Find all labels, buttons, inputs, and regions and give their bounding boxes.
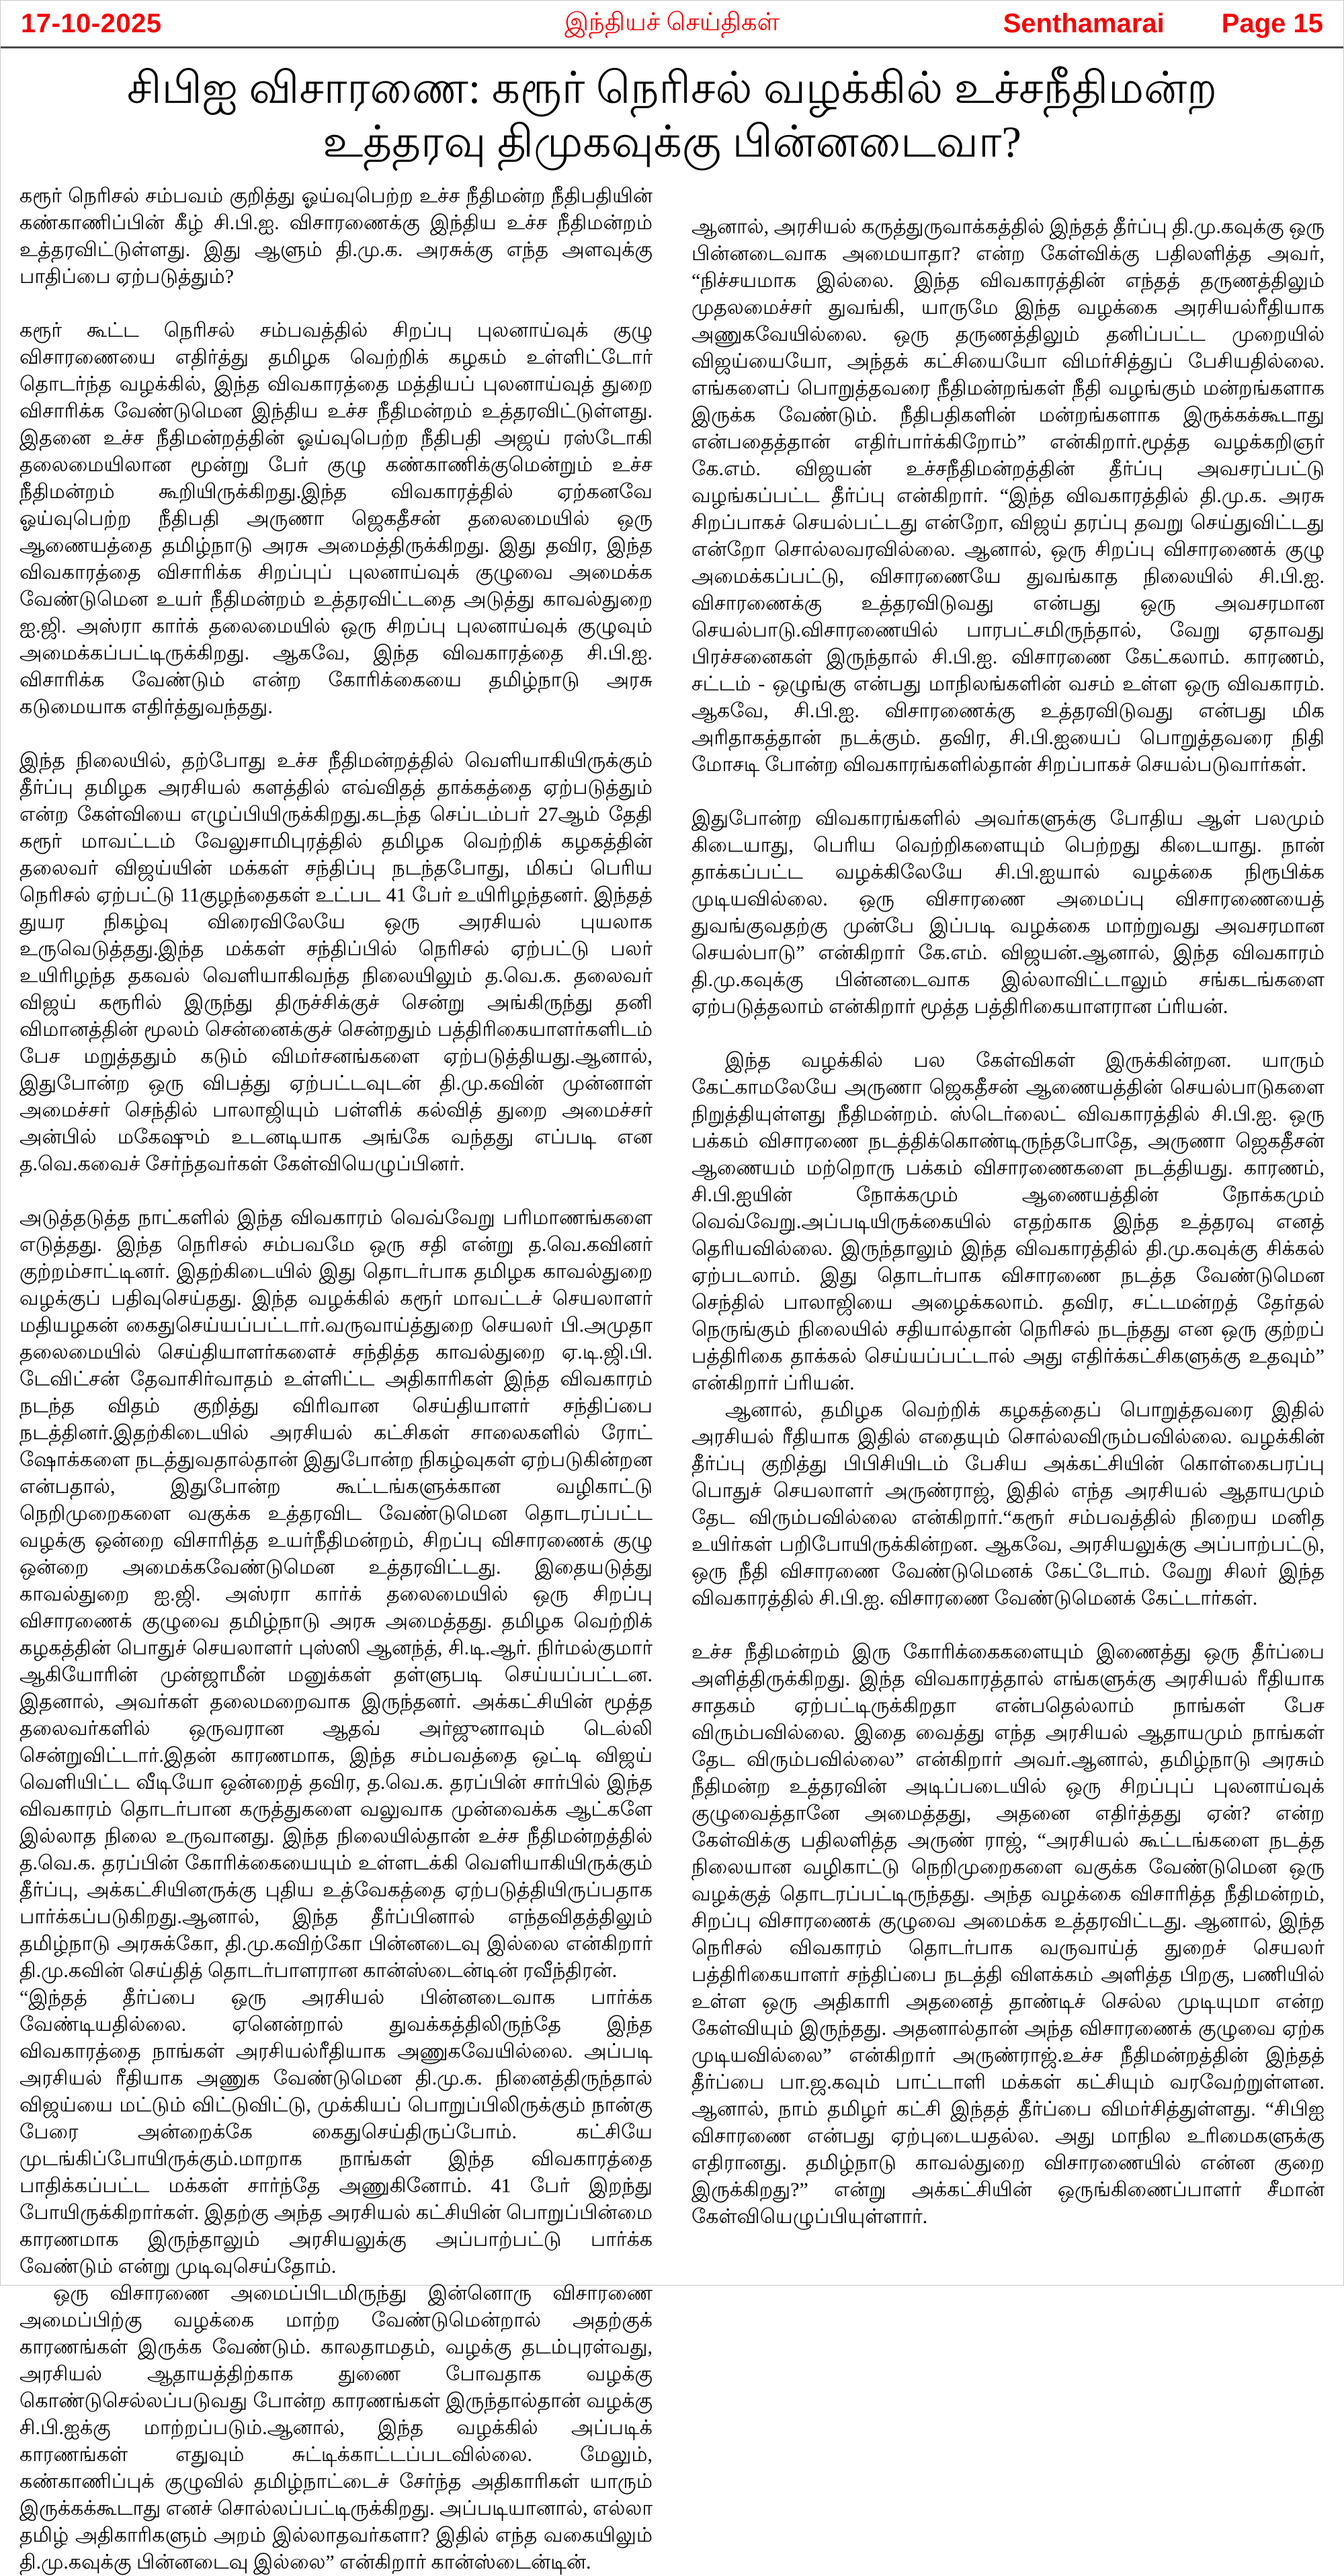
article-column-right	[691, 183, 1325, 2576]
article-paragraph: அடுத்தடுத்த நாட்களில் இந்த விவகாரம் வெவ்வேறு பரிமாணங்களை எடுத்தது. இந்த நெரிசல் சம்பவமே ஒரு சதி என்று த.வெ.கவினர் குற்றம்சாட்டினர். இதற்கிடையில் இது தொடர்பாக தமிழக காவல்துறை வழக்குப் பதிவுசெய்தது. இந்த வழக்கில் கரூர் மாவட்டச் செயலாளர் மதியழகன் கைதுசெய்யப்பட்டார்.வருவாய்த்துறை செயலர் பி.அமுதா தலைமையில் செய்தியாளர்களைச் சந்தித்த காவல்துறை ஏ.டி.ஜி.பி. டேவிட்சன் தேவாசிர்வாதம் உள்ளிட்ட அதிகாரிகள் இந்த விவகாரம் நடந்த விதம் குறித்து விரிவான செய்தியாளர் சந்திப்பை நடத்தினர்.இதற்கிடையில் அரசியல் கட்சிகள் சாலைகளில் ரோட் ஷோக்களை நடத்துவதால்தான் இதுபோன்ற நிகழ்வுகள் ஏற்படுகின்றன என்பதால், இதுபோன்ற கூட்டங்களுக்கான வழிகாட்டு நெறிமுறைகளை வகுக்க உத்தரவிட வேண்டுமென தொடரப்பட்ட வழக்கு ஒன்றை விசாரித்த உயர்நீதிமன்றம், சிறப்பு விசாரணைக் குழு ஒன்றை அமைக்கவேண்டுமென உத்தரவிட்டது. இதையடுத்து காவல்துறை ஐ.ஜி. அஸ்ரா கார்க் தலைமையில் ஒரு சிறப்பு விசாரணைக் குழுவை தமிழ்நாடு அரசு அமைத்தது. தமிழக வெற்றிக் கழகத்தின் பொதுச் செயலாளர் புஸ்ஸி ஆனந்த், சி.டி.ஆர். நிர்மல்குமார் ஆகியோரின் முன்ஜாமீன் மனுக்கள் தள்ளுபடி செய்யப்பட்டன. இதனால், அவர்கள் தலைமறைவாக இருந்தனர். அக்கட்சியின் மூத்த தலைவர்களில் ஒருவரான ஆதவ் அர்ஜுனாவும் டெல்லி சென்றுவிட்டார்.இதன் காரணமாக, இந்த சம்பவத்தை ஒட்டி விஜய் வெளியிட்ட வீடியோ ஒன்றைத் தவிர, த.வெ.க. தரப்பின் சார்பில் இந்த விவகாரம் தொடர்பான கருத்துகளை வலுவாக முன்வைக்க ஆட்களே இல்லாத நிலை உருவானது. இந்த நிலையில்தான் உச்ச நீதிமன்றத்தில் த.வெ.க. தரப்பின் கோரிக்கையையும் உள்ளடக்கி வெளியாகியிருக்கும் தீர்ப்பு, அக்கட்சியினருக்கு புதிய உத்வேகத்தை ஏற்படுத்தியிருப்பதாக பார்க்கப்படுகிறது.ஆனால், இந்த தீர்ப்பினால் எந்தவிதத்திலும் தமிழ்நாடு அரசுக்கோ, தி.மு.கவிற்கோ பின்னடைவு இல்லை என்கிறார் தி.மு.கவின் செய்தித் தொடர்பாளரான கான்ஸ்டைன்டின் ரவீந்திரன்.	[19, 1207, 653, 1982]
article-paragraph: இந்த வழக்கில் பல கேள்விகள் இருக்கின்றன. யாரும் கேட்காமலேயே அருணா ஜெகதீசன் ஆணையத்தின் செயல்பாடுகளை நிறுத்தியுள்ளது நீதிமன்றம். ஸ்டெர்லைட் விவகாரத்தில் சி.பி.ஐ. ஒரு பக்கம் விசாரணை நடத்திக்கொண்டிருந்தபோதே, அருணா ஜெகதீசன் ஆணையம் மற்றொரு பக்கம் விசாரணைகளை நடத்தியது. காரணம், சி.பி.ஐயின் நோக்கமும் ஆணையத்தின் நோக்கமும் வெவ்வேறு.அப்படியிருக்கையில் எதற்காக இந்த உத்தரவு எனத் தெரியவில்லை. இருந்தாலும் இந்த விவகாரத்தில் தி.மு.கவுக்கு சிக்கல் ஏற்படலாம். இது தொடர்பாக விசாரணை நடத்த வேண்டுமென செந்தில் பாலாஜியை அழைக்கலாம். தவிர, சட்டமன்றத் தேர்தல் நெருங்கும் நிலையில் சதியால்தான் நெரிசல் நடந்தது என ஒரு குற்றப் பத்திரிகை தாக்கல் செய்யப்பட்டால் அது எதிர்க்கட்சிகளுக்கு உதவும்” என்கிறார் ப்ரியன்.	[691, 1049, 1325, 1394]
article-paragraph: ஆனால், அரசியல் கருத்துருவாக்கத்தில் இந்தத் தீர்ப்பு தி.மு.கவுக்கு ஒரு பின்னடைவாக அமையாதா? என்ற கேள்விக்கு பதிலளித்த அவர், “நிச்சயமாக இல்லை. இந்த விவகாரத்தின் எந்தத் தருணத்திலும் முதலமைச்சர் துவங்கி, யாருமே இந்த வழக்கை அரசியல்ரீதியாக அணுகவேயில்லை. ஒரு தருணத்திலும் தனிப்பட்ட முறையில் விஜய்யையோ, அந்தக் கட்சியையோ விமர்சித்துப் பேசியதில்லை. எங்களைப் பொறுத்தவரை நீதிமன்றங்கள் நீதி வழங்கும் மன்றங்களாக இருக்க வேண்டும். நீதிபதிகளின் மன்றங்களாக இருக்கக்கூடாது என்பதைத்தான் எதிர்பார்க்கிறோம்” என்கிறார்.மூத்த வழக்கறிஞர் கே.எம். விஜயன் உச்சநீதிமன்றத்தின் தீர்ப்பு அவசரப்பட்டு வழங்கப்பட்ட தீர்ப்பு என்கிறார். “இந்த விவகாரத்தில் தி.மு.க. அரசு சிறப்பாகச் செயல்பட்டது என்றோ, விஜய் தரப்பு தவறு செய்துவிட்டது என்றோ சொல்லவரவில்லை. ஆனால், ஒரு சிறப்பு விசாரணைக் குழு அமைக்கப்பட்டு, விசாரணையே துவங்காத நிலையில் சி.பி.ஐ. விசாரணைக்கு உத்தரவிடுவது என்பது ஒரு அவசரமான செயல்பாடு.விசாரணையில் பாரபட்சமிருந்தால், வேறு ஏதாவது பிரச்சனைகள் இருந்தால் சி.பி.ஐ. விசாரணை கேட்கலாம். காரணம், சட்டம் - ஒழுங்கு என்பது மாநிலங்களின் வசம் உள்ள ஒரு விவகாரம். ஆகவே, சி.பி.ஐ. விசாரணைக்கு உத்தரவிடுவது என்பது மிக அரிதாகத்தான் நடக்கும். தவிர, சி.பி.ஐயைப் பொறுத்தவரை நிதி மோசடி போன்ற விவகாரங்களில்தான் சிறப்பாகச் செயல்படுவார்கள்.	[691, 216, 1325, 776]
date-label: 17-10-2025	[21, 8, 162, 38]
article-paragraph: ஒரு விசாரணை அமைப்பிடமிருந்து இன்னொரு விசாரணை அமைப்பிற்கு வழக்கை மாற்ற வேண்டுமென்றால் அதற்குக் காரணங்கள் இருக்க வேண்டும். காலதாமதம், வழக்கு தடம்புரள்வது, அரசியல் ஆதாயத்திற்காக துணை போவதாக வழக்கு கொண்டுசெல்லப்படுவது போன்ற காரணங்கள் இருந்தால்தான் வழக்கு சி.பி.ஐக்கு மாற்றப்படும்.ஆனால், இந்த வழக்கில் அப்படிக் காரணங்கள் எதுவும் சுட்டிக்காட்டப்படவில்லை. மேலும், கண்காணிப்புக் குழுவில் தமிழ்நாட்டைச் சேர்ந்த அதிகாரிகள் யாரும் இருக்கக்கூடாது எனச் சொல்லப்பட்டிருக்கிறது. அப்படியானால், எல்லா தமிழ் அதிகாரிகளும் அறம் இல்லாதவர்களா? இதில் எந்த வகையிலும் தி.மு.கவுக்கு பின்னடைவு இல்லை” என்கிறார் கான்ஸ்டைன்டின்.	[19, 2282, 653, 2573]
page-header	[1, 1, 1343, 46]
article-paragraph: “இந்தத் தீர்ப்பை ஒரு அரசியல் பின்னடைவாக பார்க்க வேண்டியதில்லை. ஏனென்றால் துவக்கத்திலிருந்தே இந்த விவகாரத்தை நாங்கள் அரசியல்ரீதியாக அணுகவேயில்லை. அப்படி அரசியல் ரீதியாக அணுக வேண்டுமென தி.மு.க. நினைத்திருந்தால் விஜய்யை மட்டும் விட்டுவிட்டு, முக்கியப் பொறுப்பிலிருக்கும் நான்கு பேரை அன்றைக்கே கைதுசெய்திருப்போம். கட்சியே முடங்கிப்போயிருக்கும்.மாறாக நாங்கள் இந்த விவகாரத்தை பாதிக்கப்பட்ட மக்கள் சார்ந்தே அணுகினோம். 41 பேர் இறந்து போயிருக்கிறார்கள். இதற்கு அந்த அரசியல் கட்சியின் பொறுப்பின்மை காரணமாக இருந்தாலும் அரசியலுக்கு அப்பாற்பட்டு பார்க்க வேண்டும் என்று முடிவுசெய்தோம்.	[19, 1986, 653, 2278]
header-rule	[1, 46, 1343, 48]
article-paragraph: கரூர் நெரிசல் சம்பவம் குறித்து ஓய்வுபெற்ற உச்ச நீதிமன்ற நீதிபதியின் கண்காணிப்பின் கீழ் சி.பி.ஐ. விசாரணைக்கு இந்திய உச்ச நீதிமன்றம் உத்தரவிட்டுள்ளது. இது ஆளும் தி.மு.க. அரசுக்கு எந்த அளவுக்கு பாதிப்பை ஏற்படுத்தும்?	[19, 185, 653, 288]
article-paragraph: கரூர் கூட்ட நெரிசல் சம்பவத்தில் சிறப்பு புலனாய்வுக் குழு விசாரணையை எதிர்த்து தமிழக வெற்றிக் கழகம் உள்ளிட்டோர் தொடர்ந்த வழக்கில், இந்த விவகாரத்தை மத்தியப் புலனாய்வுத் துறை விசாரிக்க வேண்டுமென இந்திய உச்ச நீதிமன்றம் உத்தரவிட்டுள்ளது. இதனை உச்ச நீதிமன்றத்தின் ஓய்வுபெற்ற நீதிபதி அஜய் ரஸ்டோகி தலைமையிலான மூன்று பேர் குழு கண்காணிக்குமென்றும் உச்ச நீதிமன்றம் கூறியிருக்கிறது.இந்த விவகாரத்தில் ஏற்கனவே ஓய்வுபெற்ற நீதிபதி அருணா ஜெகதீசன் தலைமையில் ஒரு ஆணையத்தை தமிழ்நாடு அரசு அமைத்திருக்கிறது. இது தவிர, இந்த விவகாரத்தை விசாரிக்க சிறப்புப் புலனாய்வுக் குழுவை அமைக்க வேண்டுமென உயர் நீதிமன்றம் உத்தரவிட்டதை அடுத்து காவல்துறை ஐ.ஜி. அஸ்ரா கார்க் தலைமையில் ஒரு சிறப்பு புலனாய்வுக் குழுவும் அமைக்கப்பட்டிருக்கிறது. ஆகவே, இந்த விவகாரத்தை சி.பி.ஐ. விசாரிக்க வேண்டும் என்ற கோரிக்கையை தமிழ்நாடு அரசு கடுமையாக எதிர்த்துவந்தது.	[19, 319, 653, 718]
article-paragraph: ஆனால், தமிழக வெற்றிக் கழகத்தைப் பொறுத்தவரை இதில் அரசியல் ரீதியாக இதில் எதையும் சொல்லவிரும்பவில்லை. வழக்கின் தீர்ப்பு குறித்து பிபிசியிடம் பேசிய அக்கட்சியின் கொள்கைபரப்பு பொதுச் செயலாளர் அருண்ராஜ், இதில் எந்த அரசியல் ஆதாயமும் தேட விரும்பவில்லை என்கிறார்.“கரூர் சம்பவத்தில் நிறைய மனித உயிர்கள் பறிபோயிருக்கின்றன. ஆகவே, அரசியலுக்கு அப்பாற்பட்டு, ஒரு நீதி விசாரணை வேண்டுமெனக் கேட்டோம். வேறு சிலர் இந்த விவகாரத்தில் சி.பி.ஐ. விசாரணை வேண்டுமெனக் கேட்டார்கள்.	[691, 1399, 1325, 1609]
article-body	[1, 173, 1343, 2576]
headline: சிபிஐ விசாரணை: கரூர் நெரிசல் வழக்கில் உச்சநீதிமன்ற உத்தரவு திமுகவுக்கு பின்னடைவா?	[126, 64, 1218, 167]
article-paragraph: இந்த நிலையில், தற்போது உச்ச நீதிமன்றத்தில் வெளியாகியிருக்கும் தீர்ப்பு தமிழக அரசியல் களத்தில் எவ்விதத் தாக்கத்தை ஏற்படுத்தும் என்ற கேள்வியை எழுப்பியிருக்கிறது.கடந்த செப்டம்பர் 27ஆம் தேதி கரூர் மாவட்டம் வேலுசாமிபுரத்தில் தமிழக வெற்றிக் கழகத்தின் தலைவர் விஜய்யின் மக்கள் சந்திப்பு நடந்தபோது, மிகப் பெரிய நெரிசல் ஏற்பட்டு 11குழந்தைகள் உட்பட 41 பேர் உயிரிழந்தனர். இந்தத் துயர நிகழ்வு விரைவிலேயே ஒரு அரசியல் புயலாக உருவெடுத்தது.இந்த மக்கள் சந்திப்பில் நெரிசல் ஏற்பட்டு பலர் உயிரிழந்த தகவல் வெளியாகிவந்த நிலையிலும் த.வெ.க. தலைவர் விஜய் கரூரில் இருந்து திருச்சிக்குச் சென்று அங்கிருந்து தனி விமானத்தின் மூலம் சென்னைக்குச் சென்றதும் பத்திரிகையாளர்களிடம் பேச மறுத்ததும் கடும் விமர்சனங்களை ஏற்படுத்தியது.ஆனால், இதுபோன்ற ஒரு விபத்து ஏற்பட்டவுடன் தி.மு.கவின் முன்னாள் அமைச்சர் செந்தில் பாலாஜியும் பள்ளிக் கல்வித் துறை அமைச்சர் அன்பில் மகேஷும் உடனடியாக அங்கே வந்தது எப்படி என த.வெ.கவைச் சேர்ந்தவர்கள் கேள்வியெழுப்பினர்.	[19, 750, 653, 1175]
masthead-title: Senthamarai	[1003, 8, 1165, 38]
section-title: இந்தியச் செய்திகள்	[564, 8, 780, 36]
page-number: Page 15	[1221, 8, 1324, 38]
article-paragraph: இதுபோன்ற விவகாரங்களில் அவர்களுக்கு போதிய ஆள் பலமும் கிடையாது, பெரிய வெற்றிகளையும் பெற்றது கிடையாது. நான் தாக்கப்பட்ட வழக்கிலேயே சி.பி.ஐயால் வழக்கை நிரூபிக்க முடியவில்லை. ஒரு விசாரணை அமைப்பு விசாரணையைத் துவங்குவதற்கு முன்பே இப்படி வழக்கை மாற்றுவது அவசரமான செயல்பாடு” என்கிறார் கே.எம். விஜயன்.ஆனால், இந்த விவகாரம் தி.மு.கவுக்கு பின்னடைவாக இல்லாவிட்டாலும் சங்கடங்களை ஏற்படுத்தலாம் என்கிறார் மூத்த பத்திரிகையாளரான ப்ரியன்.	[691, 807, 1325, 1018]
article-paragraph: உச்ச நீதிமன்றம் இரு கோரிக்கைகளையும் இணைத்து ஒரு தீர்ப்பை அளித்திருக்கிறது. இந்த விவகாரத்தால் எங்களுக்கு அரசியல் ரீதியாக சாதகம் ஏற்பட்டிருக்கிறதா என்பதெல்லாம் நாங்கள் பேச விரும்பவில்லை. இதை வைத்து எந்த அரசியல் ஆதாயமும் நாங்கள் தேட விரும்பவில்லை” என்கிறார் அவர்.ஆனால், தமிழ்நாடு அரசும் நீதிமன்ற உத்தரவின் அடிப்படையில் ஒரு சிறப்புப் புலனாய்வுக் குழுவைத்தானே அமைத்தது, அதனை எதிர்த்தது ஏன்? என்ற கேள்விக்கு பதிலளித்த அருண் ராஜ், “அரசியல் கூட்டங்களை நடத்த நிலையான வழிகாட்டு நெறிமுறைகளை வகுக்க வேண்டுமென ஒரு வழக்குத் தொடரப்பட்டிருந்தது. அந்த வழக்கை விசாரித்த நீதிமன்றம், சிறப்பு விசாரணைக் குழுவை அமைக்க உத்தரவிட்டது. ஆனால், இந்த நெரிசல் விவகாரம் தொடர்பாக வருவாய்த் துறைச் செயலர் பத்திரிகையாளர் சந்திப்பை நடத்தி விளக்கம் அளித்த பிறகு, பணியில் உள்ள ஒரு அதிகாரி அதனைத் தாண்டிச் செல்ல முடியுமா என்ற கேள்வியும் இருந்தது. அதனால்தான் அந்த விசாரணைக் குழுவை ஏற்க முடியவில்லை” என்கிறார் அருண்ராஜ்.உச்ச நீதிமன்றத்தின் இந்தத் தீர்ப்பை பா.ஜ.கவும் பாட்டாளி மக்கள் கட்சியும் வரவேற்றுள்ளன. ஆனால், நாம் தமிழர் கட்சி இந்தத் தீர்ப்பை விமர்சித்துள்ளது. “சிபிஐ விசாரணை என்பது ஏற்புடையதல்ல. அது மாநில உரிமைகளுக்கு எதிரானது. தமிழ்நாடு காவல்துறை விசாரணையில் என்ன குறை இருக்கிறது?” என்று அக்கட்சியின் ஒருங்கிணைப்பாளர் சீமான் கேள்வியெழுப்பியுள்ளார்.	[691, 1641, 1325, 2228]
article-column-left	[19, 183, 653, 2576]
